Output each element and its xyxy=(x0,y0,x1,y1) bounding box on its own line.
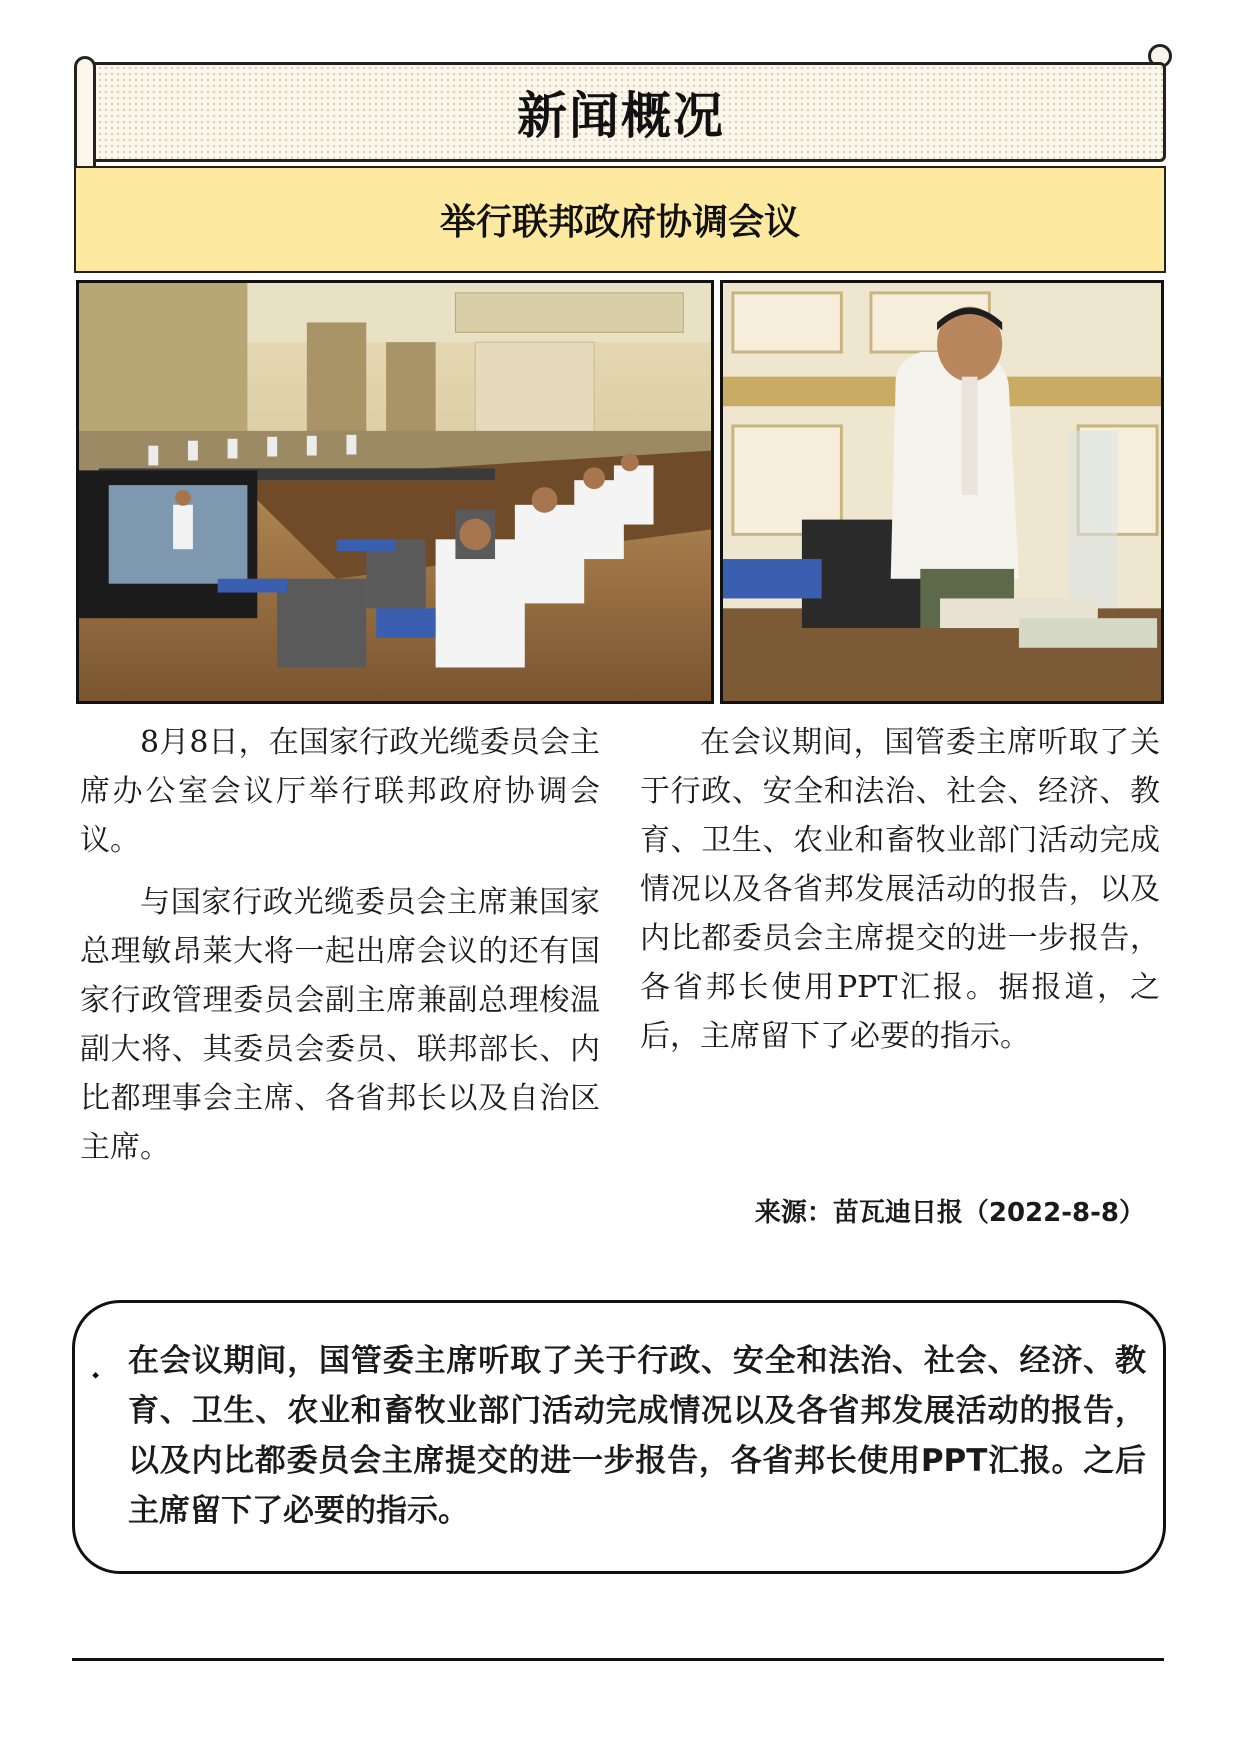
chairman-speaking-photo-image xyxy=(723,283,1161,701)
article-source: 来源：苗瓦迪日报（2022-8-8） xyxy=(754,1198,1145,1228)
article-right-column xyxy=(640,718,1160,1074)
chairman-speaking-photo xyxy=(720,280,1164,704)
section-title: 新闻概况 xyxy=(517,87,725,145)
footer-divider xyxy=(72,1658,1164,1661)
article-paragraph: 与国家行政光缆委员会主席兼国家总理敏昂莱大将一起出席会议的还有国家行政管理委员会副主席兼副总理梭温副大将、其委员会委员、联邦部长、内比都理事会主席、各省邦长以及自治区主席。 xyxy=(80,885,600,1165)
article-paragraph: 8月8日，在国家行政光缆委员会主席办公室会议厅举行联邦政府协调会议。 xyxy=(80,725,600,858)
meeting-hall-photo-image xyxy=(79,283,711,701)
meeting-hall-photo xyxy=(76,280,714,704)
article-headline: 举行联邦政府协调会议 xyxy=(74,166,1166,273)
article-paragraph: 在会议期间，国管委主席听取了关于行政、安全和法治、社会、经济、教育、卫生、农业和畜牧业部门活动完成情况以及各省邦发展活动的报告，以及内比都委员会主席提交的进一步报告，各省邦长使用PPT汇报。据报道，之后，主席留下了必要的指示。 xyxy=(640,725,1160,1054)
article-left-column xyxy=(80,718,600,1185)
bullet-diamond-icon: ⬩ xyxy=(92,1362,100,1386)
summary-text: 在会议期间，国管委主席听取了关于行政、安全和法治、社会、经济、教育、卫生、农业和畜牧业部门活动完成情况以及各省邦发展活动的报告，以及内比都委员会主席提交的进一步报告，各省邦长使用PPT汇报。之后主席留下了必要的指示。 xyxy=(128,1343,1146,1529)
